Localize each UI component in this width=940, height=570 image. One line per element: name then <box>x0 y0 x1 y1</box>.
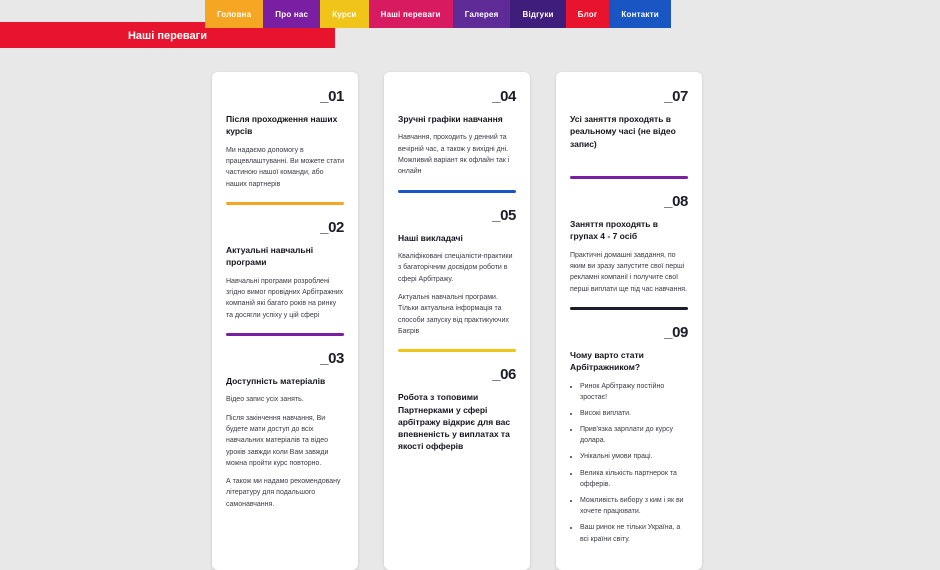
advantages-column <box>556 72 702 570</box>
block-body <box>226 276 344 321</box>
advantages-column <box>384 72 530 570</box>
list-item: • Можливість вибору з ким і як ви хочете працювати. <box>580 495 688 517</box>
block-divider <box>226 202 344 205</box>
advantages-columns <box>212 72 702 570</box>
section-banner-title: Наші переваги <box>127 30 208 42</box>
block-title: Наші викладачі <box>398 232 463 243</box>
nav-item-gallery[interactable] <box>453 0 511 28</box>
nav-item-label: Про нас <box>275 9 309 19</box>
block-paragraph: Ми надаємо допомогу в працевлаштуванні. Ви можете стати частиною нашої команди, або наших партнерів <box>226 146 344 188</box>
list-item: • Прив'язка зарплати до курсу долара. <box>580 424 688 446</box>
block-paragraph: Після закінчення навчання, Ви будете мати доступ до всіх навчальних матеріалів та відео уроків завжди коли Вам завжди можна пройти курс повторно. <box>226 414 329 467</box>
block-body <box>226 145 344 190</box>
nav-item-label: Курси <box>332 9 357 19</box>
block-divider <box>570 307 688 310</box>
nav-item-label: Головна <box>217 9 252 19</box>
nav-item-courses[interactable] <box>320 0 368 28</box>
advantages-column <box>212 72 358 570</box>
block-title: Доступність матеріалів <box>226 375 326 386</box>
block-number: _06 <box>492 366 516 384</box>
list-item: • Велика кількість партнерок та офферів. <box>580 468 688 490</box>
block-number: _02 <box>320 218 344 236</box>
block-title: Після проходження наших курсів <box>226 114 338 137</box>
list-item: • Ринок Арбітражу постійно зростає! <box>580 381 688 403</box>
block-number: _01 <box>320 88 344 105</box>
block-paragraph: Навчальні програми розроблені згідно вимог провідних Арбітражних компаній які багато років на ринку та досягли успіху у цій сфері <box>226 277 344 319</box>
benefits-list <box>570 381 688 545</box>
block-body <box>398 132 516 177</box>
block-paragraph: Актуальні навчальні програми. Тільки актуальна інформація та способи запуску від практикуючих Баєрів <box>398 293 509 335</box>
block-title: Зручні графіки навчання <box>398 114 503 124</box>
block-body <box>226 394 344 510</box>
nav-item-label: Блог <box>577 9 598 19</box>
block-body <box>398 251 516 337</box>
nav-item-home[interactable] <box>205 0 263 28</box>
block-divider <box>398 349 516 352</box>
nav-item-blog[interactable] <box>566 0 610 28</box>
block-paragraph: А також ми надамо рекомендовану літературу для подальшого самонавчання. <box>226 478 341 508</box>
block-divider <box>398 190 516 193</box>
block-title: Робота з топовими Партнерками у сфері арбітражу відкриє для вас впевненість у виплатах та якості офферів <box>398 392 511 452</box>
nav-item-reviews[interactable] <box>510 0 565 28</box>
nav-item-label: Відгуки <box>522 9 554 19</box>
nav-item-advantages[interactable] <box>369 0 453 28</box>
list-item: • Унікальні умови праці. <box>580 451 688 462</box>
block-number: _04 <box>492 88 516 105</box>
block-divider <box>570 176 688 179</box>
nav-item-contacts[interactable] <box>609 0 670 28</box>
block-title: Заняття проходять в групах 4 - 7 осіб <box>570 218 659 242</box>
block-number: _09 <box>664 323 688 341</box>
block-body <box>570 250 688 295</box>
block-paragraph: Навчання, проходить у денний та вечірній час, а також у вихідні дні. Можливий варіант як офлайн так і онлайн <box>398 134 510 176</box>
block-paragraph: Практичні домашні завдання, по яким ви зразу запустите свої перші рекламні компанії і получите свої перші виплати ще під час навчання. <box>570 251 688 293</box>
list-item: • Високі виплати. <box>580 408 688 419</box>
block-title: Актуальні навчальні програми <box>226 244 314 268</box>
block-title: Усі заняття проходять в реальному часі (не відео запис) <box>570 114 676 149</box>
block-divider <box>226 333 344 336</box>
block-number: _05 <box>492 206 516 224</box>
block-paragraph: Відео запис усіх занять. <box>226 396 304 404</box>
block-title: Чому варто стати Арбітражником? <box>570 349 644 373</box>
nav-item-label: Наші переваги <box>380 9 441 19</box>
block-number: _07 <box>664 88 688 105</box>
top-navigation <box>205 0 671 28</box>
list-item: • Ваш ринок не тільки Україна, а всі країни світу. <box>580 522 688 544</box>
nav-item-label: Галерея <box>464 9 499 19</box>
nav-item-label: Контакти <box>621 9 659 19</box>
block-number: _08 <box>664 192 688 210</box>
nav-item-about[interactable] <box>263 0 320 28</box>
block-paragraph: Кваліфіковані спеціалісти-практики з багаторічним досвідом роботи в сфері Арбітражу. <box>398 252 513 283</box>
block-number: _03 <box>320 349 344 367</box>
